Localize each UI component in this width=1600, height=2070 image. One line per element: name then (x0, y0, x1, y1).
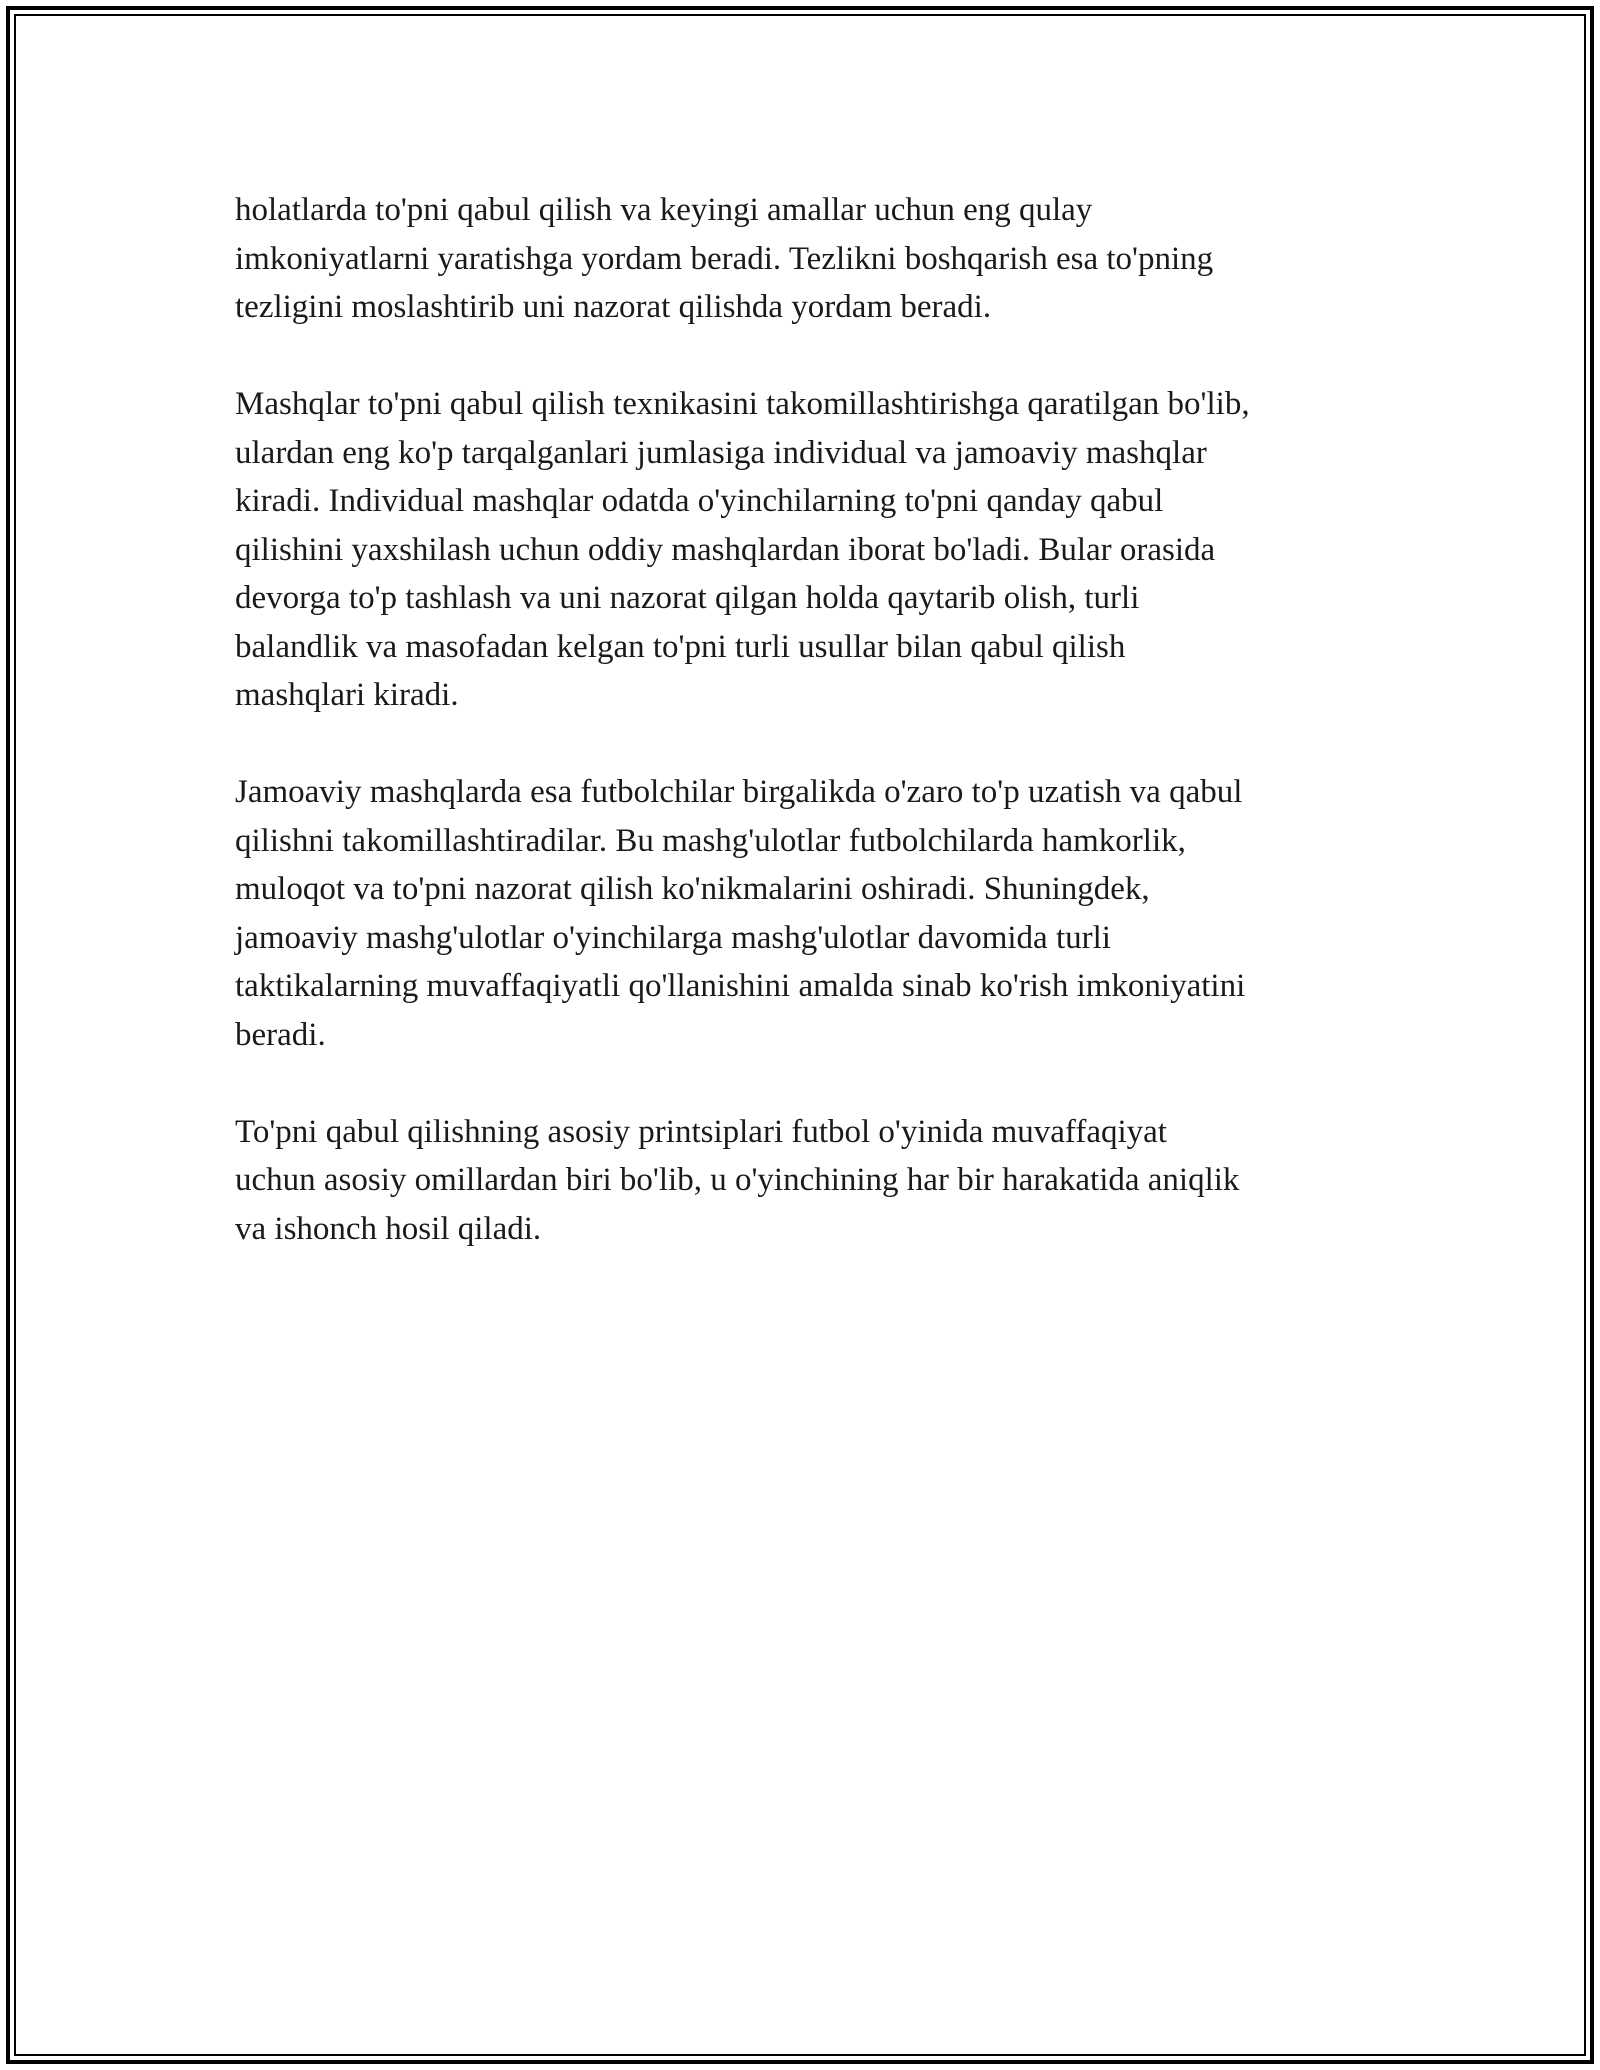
paragraph-1: holatlarda to'pni qabul qilish va keyingi amallar uchun eng qulay imkoniyatlarni yaratishga yordam beradi. Tezlikni boshqarish esa to'pning tezligini moslashtirib uni nazorat qilishda yordam beradi. (235, 192, 1214, 325)
paragraph-2: Mashqlar to'pni qabul qilish texnikasini takomillashtirishga qaratilgan bo'lib, ulardan eng ko'p tarqalganlari jumlasiga individual va jamoaviy mashqlar kiradi. Individual mashqlar odatda o'yinchilarning to'pni qanday qabul qilishini yaxshilash uchun oddiy mashqlardan iborat bo'ladi. Bular orasida devorga to'p tashlash va uni nazorat qilgan holda qaytarib olish, turli balandlik va masofadan kelgan to'pni turli usullar bilan qabul qilish mashqlari kiradi. (235, 386, 1250, 713)
document-body (235, 186, 1395, 1302)
paragraph-4: To'pni qabul qilishning asosiy printsiplari futbol o'yinida muvaffaqiyat uchun asosiy omillardan biri bo'lib, u o'yinchining har bir harakatida aniqlik va ishonch hosil qiladi. (235, 1113, 1240, 1247)
paragraph-3: Jamoaviy mashqlarda esa futbolchilar birgalikda o'zaro to'p uzatish va qabul qilishni takomillashtiradilar. Bu mashg'ulotlar futbolchilarda hamkorlik, muloqot va to'pni nazorat qilish ko'nikmalarini oshiradi. Shuningdek, jamoaviy mashg'ulotlar o'yinchilarga mashg'ulotlar davomida turli taktikalarning muvaffaqiyatli qo'llanishini amalda sinab ko'rish imkoniyatini beradi. (235, 774, 1246, 1053)
